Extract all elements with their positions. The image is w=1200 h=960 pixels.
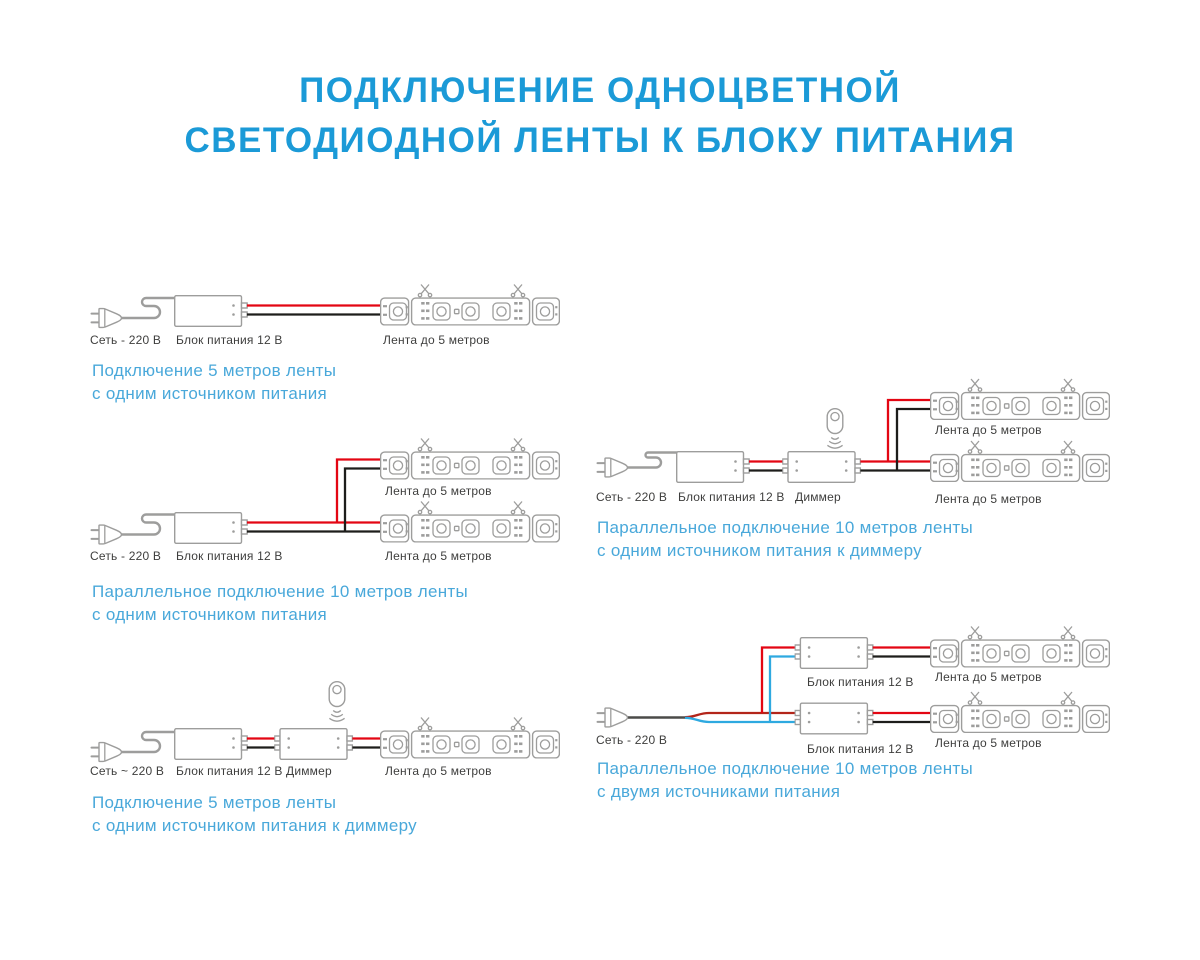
dimmer-box xyxy=(783,452,861,483)
page-title xyxy=(0,66,1200,166)
label-dimmer: Диммер xyxy=(795,490,841,504)
label-psu-top: Блок питания 12 В xyxy=(807,675,914,689)
dimmer-box xyxy=(275,729,353,760)
led-strip-bottom xyxy=(931,692,1110,732)
plug-icon xyxy=(597,458,628,477)
label-mains: Сеть - 220 В xyxy=(90,333,162,347)
label-strip-bottom: Лента до 5 метров xyxy=(385,549,492,563)
plug-icon xyxy=(91,525,122,544)
power-supply-box xyxy=(175,296,247,327)
caption-diagram-3 xyxy=(92,791,417,837)
label-psu: Блок питания 12 В xyxy=(678,490,785,504)
label-strip-bottom: Лента до 5 метров xyxy=(935,736,1042,750)
led-strip xyxy=(381,718,560,758)
caption-line: Параллельное подключение 10 метров ленты xyxy=(597,759,974,778)
caption-line: с двумя источниками питания xyxy=(597,782,841,801)
plug-icon xyxy=(597,708,628,727)
mains-cable xyxy=(122,298,175,318)
label-psu: Блок питания 12 В xyxy=(176,549,283,563)
power-supply-box-top xyxy=(795,638,873,669)
plug-icon xyxy=(91,743,122,762)
led-strip-top xyxy=(381,439,560,479)
wire-mains-line xyxy=(685,713,795,717)
caption-line: с одним источником питания к диммеру xyxy=(597,541,922,560)
power-supply-box xyxy=(175,513,247,544)
label-psu: Блок питания 12 В xyxy=(176,333,283,347)
led-strip-top xyxy=(931,379,1110,419)
power-supply-box xyxy=(175,729,247,760)
caption-line: с одним источником питания xyxy=(92,384,328,403)
label-dimmer: Диммер xyxy=(286,764,332,778)
caption-line: Подключение 5 метров ленты xyxy=(92,361,337,380)
label-mains: Сеть - 220 В xyxy=(596,733,668,747)
diagram-2-graphic xyxy=(85,430,565,560)
power-supply-box-bottom xyxy=(795,703,873,734)
caption-diagram-5 xyxy=(597,757,973,803)
label-strip-top: Лента до 5 метров xyxy=(385,484,492,498)
page-title-line1: ПОДКЛЮЧЕНИЕ ОДНОЦВЕТНОЙ xyxy=(299,71,901,110)
mains-cable xyxy=(122,732,175,752)
label-strip-top: Лента до 5 метров xyxy=(935,423,1042,437)
page-title-line2: СВЕТОДИОДНОЙ ЛЕНТЫ К БЛОКУ ПИТАНИЯ xyxy=(184,121,1016,160)
label-psu: Блок питания 12 В xyxy=(176,764,283,778)
label-psu-bottom: Блок питания 12 В xyxy=(807,742,914,756)
label-mains: Сеть ~ 220 В xyxy=(90,764,165,778)
led-strip xyxy=(381,285,560,325)
caption-diagram-1 xyxy=(92,359,336,405)
caption-line: с одним источником питания к диммеру xyxy=(92,816,417,835)
led-strip-bottom xyxy=(381,502,560,542)
power-supply-box xyxy=(677,452,749,483)
caption-diagram-4 xyxy=(597,516,973,562)
caption-line: Параллельное подключение 10 метров ленты xyxy=(597,518,974,537)
caption-diagram-2 xyxy=(92,580,468,626)
led-strip-top xyxy=(931,627,1110,667)
caption-line: с одним источником питания xyxy=(92,605,328,624)
label-strip: Лента до 5 метров xyxy=(383,333,490,347)
label-mains: Сеть - 220 В xyxy=(596,490,668,504)
led-strip-bottom xyxy=(931,441,1110,481)
remote-control-icon xyxy=(329,682,345,721)
plug-icon xyxy=(91,309,122,328)
remote-control-icon xyxy=(827,409,843,448)
label-strip-bottom: Лента до 5 метров xyxy=(935,492,1042,506)
caption-line: Параллельное подключение 10 метров ленты xyxy=(92,582,469,601)
diagram-4-graphic xyxy=(590,375,1115,500)
mains-cable xyxy=(122,515,175,535)
label-strip-top: Лента до 5 метров xyxy=(935,670,1042,684)
caption-line: Подключение 5 метров ленты xyxy=(92,793,337,812)
diagram-3-graphic xyxy=(85,675,565,775)
label-mains: Сеть - 220 В xyxy=(90,549,162,563)
label-strip: Лента до 5 метров xyxy=(385,764,492,778)
mains-cable xyxy=(628,453,677,468)
